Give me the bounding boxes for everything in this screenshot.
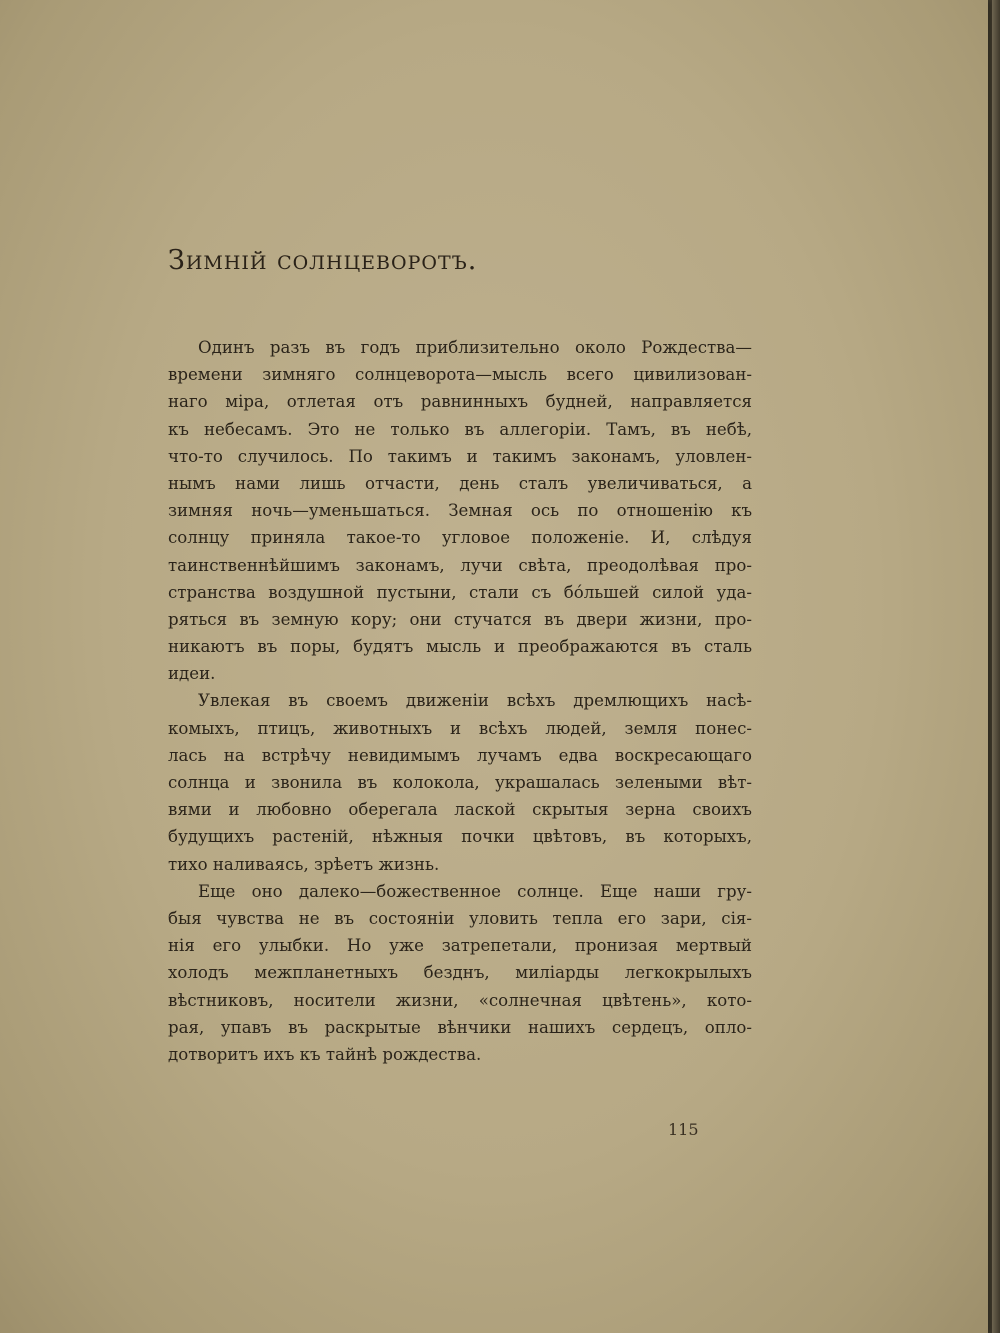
text-line: къ небесамъ. Это не только въ аллегорiи. Тамъ, въ небѣ, xyxy=(168,419,752,439)
text-line: вями и любовно оберегала лаской скрытыя зерна своихъ xyxy=(168,800,752,820)
text-line: комыхъ, птицъ, животныхъ и всѣхъ людей, земля понес- xyxy=(168,718,752,738)
text-line: Увлекая въ своемъ движенiи всѣхъ дремлющихъ насѣ- xyxy=(198,691,752,711)
text-line: идеи. xyxy=(168,664,216,684)
text-line: дотворитъ ихъ къ тайнѣ рождества. xyxy=(168,1044,482,1064)
text-line: Одинъ разъ въ годъ приблизительно около Рождества— xyxy=(198,338,752,357)
text-line: рая, упавъ въ раскрытые вѣнчики нашихъ сердецъ, опло- xyxy=(168,1017,752,1037)
text-line: что-то случилось. По такимъ и такимъ законамъ, уловлен- xyxy=(168,446,752,466)
chapter-title: Зимнiй солнцеворотъ. xyxy=(168,245,478,276)
text-line: тихо наливаясь, зрѣетъ жизнь. xyxy=(168,854,440,874)
text-line: будущихъ растенiй, нѣжныя почки цвѣтовъ, въ которыхъ, xyxy=(168,827,752,847)
text-line: солнцу приняла такое-то угловое положенiе. И, слѣдуя xyxy=(168,528,752,548)
text-line: лась на встрѣчу невидимымъ лучамъ едва воскресающаго xyxy=(168,745,752,765)
body-text xyxy=(168,334,752,1068)
text-line: наго мiра, отлетая отъ равнинныхъ будней, направляется xyxy=(168,392,752,412)
text-line: времени зимняго солнцеворота—мысль всего цивилизован- xyxy=(168,365,752,385)
text-line: Еще оно далеко—божественное солнце. Еще наши гру- xyxy=(198,881,752,901)
text-line: быя чувства не въ состоянiи уловить тепла его зари, сiя- xyxy=(168,908,752,928)
page-number: 115 xyxy=(668,1120,699,1139)
text-line: нымъ нами лишь отчасти, день сталъ увеличиваться, а xyxy=(168,473,752,493)
text-line: холодъ межпланетныхъ безднъ, милiарды легкокрылыхъ xyxy=(168,963,752,983)
text-line: солнца и звонила въ колокола, украшалась зелеными вѣт- xyxy=(168,773,752,792)
text-line: таинственнѣйшимъ законамъ, лучи свѣта, преодолѣвая про- xyxy=(168,555,752,575)
text-line: зимняя ночь—уменьшаться. Земная ось по отношенiю къ xyxy=(168,501,752,521)
text-line: нiя его улыбки. Но уже затрепетали, пронизая мертвый xyxy=(168,936,752,956)
text-line: никаютъ въ поры, будятъ мысль и преображаются въ сталь xyxy=(168,637,752,657)
text-line: странства воздушной пустыни, стали съ бо́льшей силой уда- xyxy=(168,582,752,602)
text-line: вѣстниковъ, носители жизни, «солнечная цвѣтень», кото- xyxy=(168,990,752,1010)
text-line: ряться въ земную кору; они стучатся въ двери жизни, про- xyxy=(168,609,752,629)
page-edge-shadow xyxy=(992,0,1000,1333)
